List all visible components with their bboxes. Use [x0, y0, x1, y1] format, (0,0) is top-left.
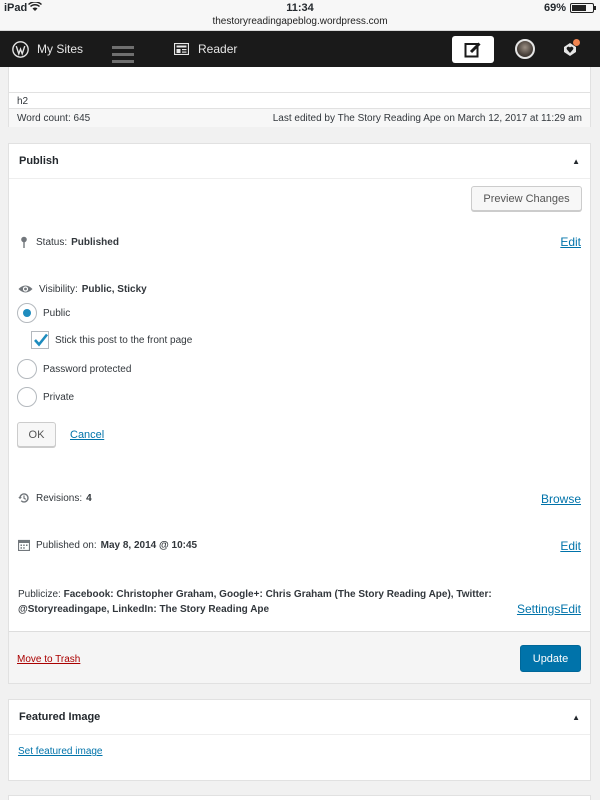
preview-changes-button[interactable]: Preview Changes: [471, 186, 582, 211]
clock: 11:34: [286, 2, 314, 14]
update-button[interactable]: Update: [520, 645, 581, 672]
revisions-value: 4: [86, 492, 92, 504]
ios-status-bar: [0, 0, 600, 31]
public-radio-label: Public: [43, 307, 71, 319]
featured-image-title: Featured Image: [19, 711, 101, 723]
published-label: Published on:: [36, 539, 97, 551]
revisions-browse-link[interactable]: Browse: [540, 492, 581, 506]
visibility-public-option[interactable]: [17, 303, 70, 323]
visibility-cancel-link[interactable]: Cancel: [70, 429, 105, 441]
status-edit-link[interactable]: Edit: [560, 235, 581, 249]
menu-icon[interactable]: [112, 45, 134, 67]
set-featured-image-link[interactable]: Set featured image: [18, 746, 103, 757]
visibility-password-option[interactable]: [17, 359, 131, 379]
pencil-square-icon: [464, 41, 482, 59]
move-to-trash-link[interactable]: Move to Trash: [17, 654, 81, 665]
major-publishing-actions: [9, 631, 590, 683]
status-row: [18, 236, 119, 248]
eye-icon: [18, 283, 33, 295]
collapse-toggle-icon[interactable]: ▲: [572, 712, 580, 722]
visibility-row: [18, 283, 147, 295]
publicize-value: Facebook: Christopher Graham, Google+: Chris Graham (The Story Reading Ape), Twitter: @Storyreadingape, LinkedIn: The Story Reading Ape: [18, 589, 492, 615]
notifications-icon[interactable]: [562, 40, 578, 58]
password-radio-label: Password protected: [43, 363, 132, 375]
reader-icon: [174, 43, 189, 55]
sticky-checkbox[interactable]: [31, 331, 49, 349]
pin-icon: [18, 236, 30, 248]
visibility-private-option[interactable]: [17, 387, 74, 407]
address-bar-url[interactable]: thestoryreadingapeblog.wordpress.com: [212, 16, 388, 27]
avatar[interactable]: [515, 39, 535, 59]
last-edited: Last edited by The Story Reading Ape on March 12, 2017 at 11:29 am: [272, 112, 582, 124]
history-icon: [18, 492, 30, 504]
reader-label: Reader: [198, 42, 238, 56]
revisions-label: Revisions:: [36, 492, 83, 504]
password-radio[interactable]: [17, 359, 37, 379]
notification-dot: [573, 39, 580, 46]
wp-masterbar: [0, 31, 600, 67]
editor-footer: [8, 67, 591, 127]
battery-icon: [570, 3, 594, 13]
revisions-row: [18, 492, 92, 504]
publish-title: Publish: [19, 155, 59, 167]
publicize-label: Publicize:: [18, 589, 61, 600]
private-radio[interactable]: [17, 387, 37, 407]
element-path: h2: [9, 93, 590, 109]
calendar-icon: [18, 539, 30, 551]
publicize-info: [18, 587, 523, 617]
sticky-checkbox-label: Stick this post to the front page: [55, 334, 193, 346]
visibility-label: Visibility:: [39, 283, 78, 295]
featured-image-header[interactable]: [9, 700, 590, 735]
visibility-ok-button[interactable]: OK: [17, 422, 56, 447]
private-radio-label: Private: [43, 391, 75, 403]
publicize-settings-link[interactable]: Settings: [516, 602, 561, 616]
sticky-option[interactable]: [31, 331, 192, 349]
publish-panel: [8, 143, 591, 684]
battery-percent: 69%: [543, 2, 566, 14]
published-date-edit-link[interactable]: Edit: [560, 539, 581, 553]
next-panel: [8, 795, 591, 800]
word-count-bar: [9, 109, 590, 127]
published-value: May 8, 2014 @ 10:45: [100, 539, 198, 551]
word-count: Word count: 645: [17, 112, 91, 124]
checkmark-icon: [33, 332, 49, 348]
publicize-links: [517, 602, 581, 616]
editor-content-area[interactable]: [9, 67, 590, 93]
status-value: Published: [71, 236, 119, 248]
featured-image-panel: [8, 699, 591, 781]
reader-button[interactable]: [174, 31, 237, 67]
published-date-row: [18, 539, 197, 551]
status-label: Status:: [36, 236, 68, 248]
visibility-value: Public, Sticky: [81, 283, 147, 295]
wordpress-logo-icon: [12, 41, 29, 58]
device-name: iPad: [4, 2, 28, 14]
public-radio[interactable]: [17, 303, 37, 323]
publish-panel-header[interactable]: [9, 144, 590, 179]
my-sites-label: My Sites: [37, 42, 84, 56]
publicize-edit-link[interactable]: Edit: [560, 602, 581, 616]
collapse-toggle-icon[interactable]: ▲: [572, 156, 580, 166]
my-sites-button[interactable]: [12, 31, 83, 67]
write-post-button[interactable]: [452, 36, 494, 63]
